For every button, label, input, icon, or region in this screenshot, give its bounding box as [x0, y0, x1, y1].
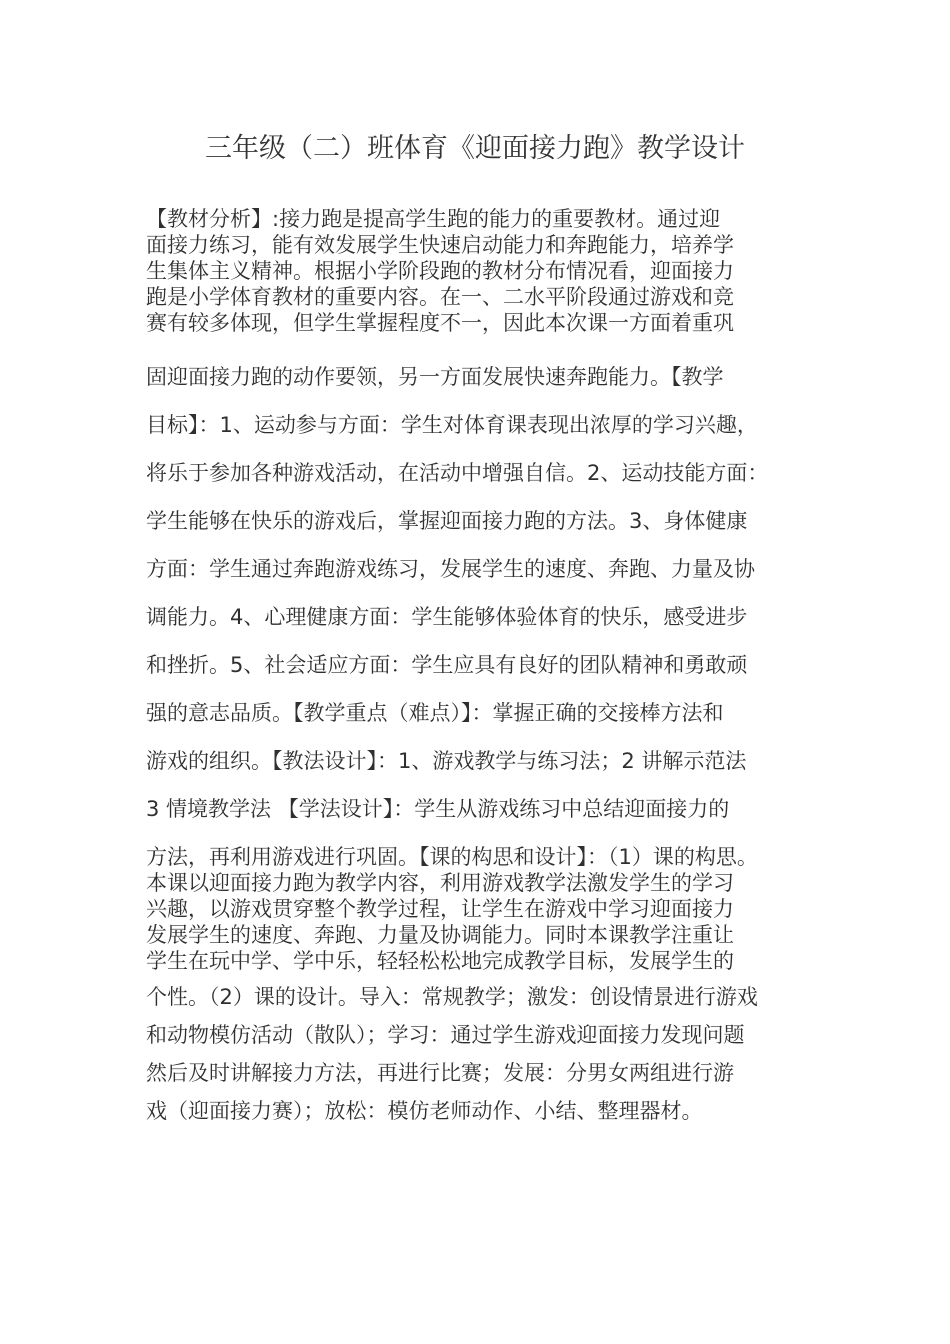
text-line: 学生能够在快乐的游戏后，掌握迎面接力跑的方法。3、身体健康 [146, 509, 748, 533]
paragraph-lesson-design [146, 980, 826, 1132]
document-title: 三年级（二）班体育《迎面接力跑》教学设计 [205, 133, 745, 164]
text-line: 方法，再利用游戏进行巩固。【课的构思和设计】：（1）课的构思。 [146, 845, 758, 869]
text-line: 面接力练习，能有效发展学生快速启动能力和奔跑能力，培养学 [146, 233, 734, 257]
text-line: 然后及时讲解接力方法，再进行比赛；发展：分男女两组进行游 [146, 1061, 734, 1085]
text-line: 【教材分析】:接力跑是提高学生跑的能力的重要教材。通过迎 [146, 207, 721, 231]
text-line: 游戏的组织。【教法设计】：1、游戏教学与练习法；2 讲解示范法 [146, 749, 747, 773]
text-line: 目标】：1、运动参与方面：学生对体育课表现出浓厚的学习兴趣， [146, 413, 758, 437]
text-line: 3 情境教学法 【学法设计】：学生从游戏练习中总结迎面接力的 [146, 797, 730, 821]
paragraph-material-analysis [146, 206, 826, 336]
text-line: 个性。（2）课的设计。导入：常规教学；激发：创设情景进行游戏 [146, 985, 758, 1009]
text-line: 戏（迎面接力赛）；放松：模仿老师动作、小结、整理器材。 [146, 1099, 703, 1123]
text-line: 兴趣，以游戏贯穿整个教学过程，让学生在游戏中学习迎面接力 [146, 897, 734, 921]
text-line: 和挫折。5、社会适应方面：学生应具有良好的团队精神和勇敢顽 [146, 653, 748, 677]
text-line: 学生在玩中学、学中乐，轻轻松松地完成教学目标，发展学生的 [146, 949, 734, 973]
text-line: 固迎面接力跑的动作要领，另一方面发展快速奔跑能力。【教学 [146, 365, 724, 389]
text-line: 本课以迎面接力跑为教学内容，利用游戏教学法激发学生的学习 [146, 871, 734, 895]
paragraph-teaching-goals [146, 360, 826, 888]
text-line: 将乐于参加各种游戏活动，在活动中增强自信。2、运动技能方面： [146, 461, 769, 485]
paragraph-lesson-concept [146, 870, 826, 974]
text-line: 赛有较多体现，但学生掌握程度不一，因此本次课一方面着重巩 [146, 311, 734, 335]
text-line: 跑是小学体育教材的重要内容。在一、二水平阶段通过游戏和竞 [146, 285, 734, 309]
text-line: 生集体主义精神。根据小学阶段跑的教材分布情况看，迎面接力 [146, 259, 734, 283]
text-line: 发展学生的速度、奔跑、力量及协调能力。同时本课教学注重让 [146, 923, 734, 947]
text-line: 和动物模仿活动（散队）；学习：通过学生游戏迎面接力发现问题 [146, 1023, 745, 1047]
text-line: 强的意志品质。【教学重点（难点）】：掌握正确的交接棒方法和 [146, 701, 724, 725]
text-line: 调能力。4、心理健康方面：学生能够体验体育的快乐，感受进步 [146, 605, 748, 629]
text-line: 方面：学生通过奔跑游戏练习，发展学生的速度、奔跑、力量及协 [146, 557, 755, 581]
